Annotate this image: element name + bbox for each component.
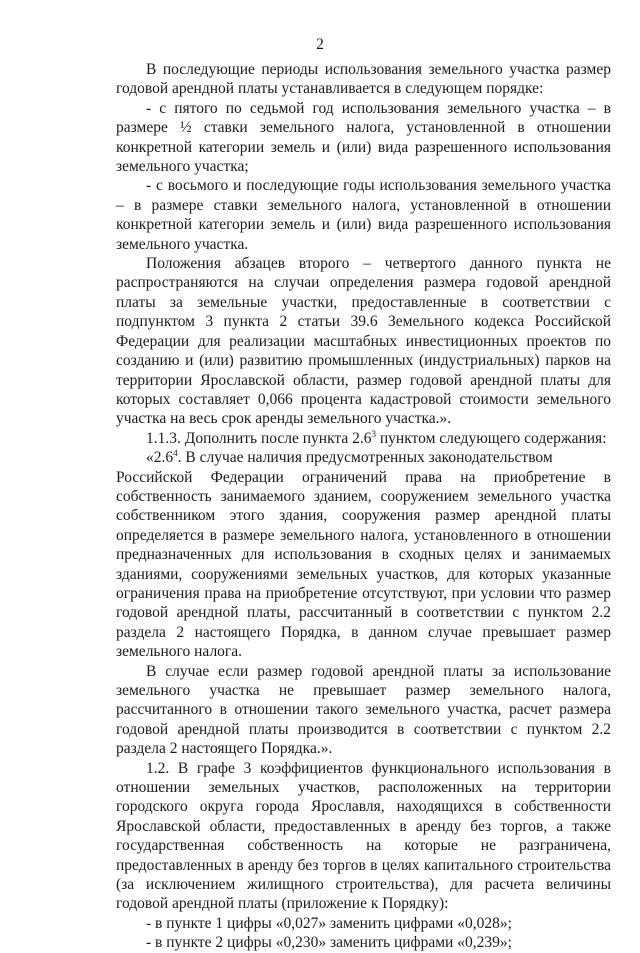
superscript: 4 [173, 448, 178, 459]
paragraph-item-2-6-4 [116, 448, 611, 467]
list-item: - с восьмого и последующие годы использования земельного участка – в размере ставки земельного налога, установленной в отношении конкретной категории земель и (или) вида разрешенного использования земельного участка. [116, 177, 611, 253]
superscript: 3 [371, 428, 377, 439]
paragraph: Положения абзацев второго – четвертого данного пункта не распространяются на случаи определения размера годовой арендной платы за земельные участки, предоставленные в соответствии с подпунктом 3 пункта 2 статьи 39.6 Земельного кодекса Российской Федерации для реализации масштабных инвестиционных проектов по созданию и (или) развитию промышленных (индустриальных) парков на территории Ярославской области, размер годовой арендной платы для которых составляет 0,066 процента кадастровой стоимости земельного участка на весь срок аренды земельного участка.». [116, 255, 611, 428]
document-body [116, 60, 611, 953]
paragraph: В последующие периоды использования земельного участка размер годовой арендной платы устанавливается в следующем порядке: [116, 61, 611, 98]
list-item: - в пункте 2 цифры «0,230» заменить цифрами «0,239»; [146, 934, 512, 952]
item-suffix: пунктом следующего содержания: [376, 429, 607, 447]
item-prefix: «2.6 [146, 449, 174, 467]
list-item: - в пункте 1 цифры «0,027» заменить цифрами «0,028»; [146, 914, 512, 932]
paragraph-item-1-1-3 [116, 429, 611, 448]
item-suffix: . В случае наличия предусмотренных законодательством [177, 449, 553, 467]
list-item: - с пятого по седьмой год использования земельного участка – в размере ½ ставки земельного налога, установленной в отношении конкретной категории земель и (или) вида разрешенного использования земельного участка; [116, 99, 611, 176]
page-number: 2 [316, 36, 324, 53]
item-prefix: 1.1.3. Дополнить после пункта 2.6 [146, 429, 372, 447]
paragraph: В случае если размер годовой арендной платы за использование земельного участка не превышает размер земельного налога, рассчитанного в отношении такого земельного участка, расчет размера годовой арендной платы производится в соответствии с пунктом 2.2 раздела 2 настоящего Порядка.». [116, 662, 611, 758]
paragraph: Российской Федерации ограничений права на приобретение в собственность занимаемого зданием, сооружением земельного участка собственником этого здания, сооружения размер арендной платы определяется в размере земельного налога, установленного в отношении предназначенных для использования в сходных целях и занимаемых зданиями, сооружениями земельных участков, для которых указанные ограничения права на приобретение отсутствуют, при условии что размер годовой арендной платы, рассчитанный в соответствии с пунктом 2.2 раздела 2 настоящего Порядка, в данном случае превышает размер земельного налога. [116, 468, 611, 661]
paragraph: 1.2. В графе 3 коэффициентов функционального использования в отношении земельных участков, расположенных на территории городского округа города Ярославля, находящихся в собственности Ярославской области, предоставленных в аренду без торгов, а также государственная собственность на которые не разграничена, предоставленных в аренду без торгов в целях капитального строительства (за исключением жилищного строительства), для расчета величины годовой арендной платы (приложение к Порядку): [116, 759, 611, 913]
